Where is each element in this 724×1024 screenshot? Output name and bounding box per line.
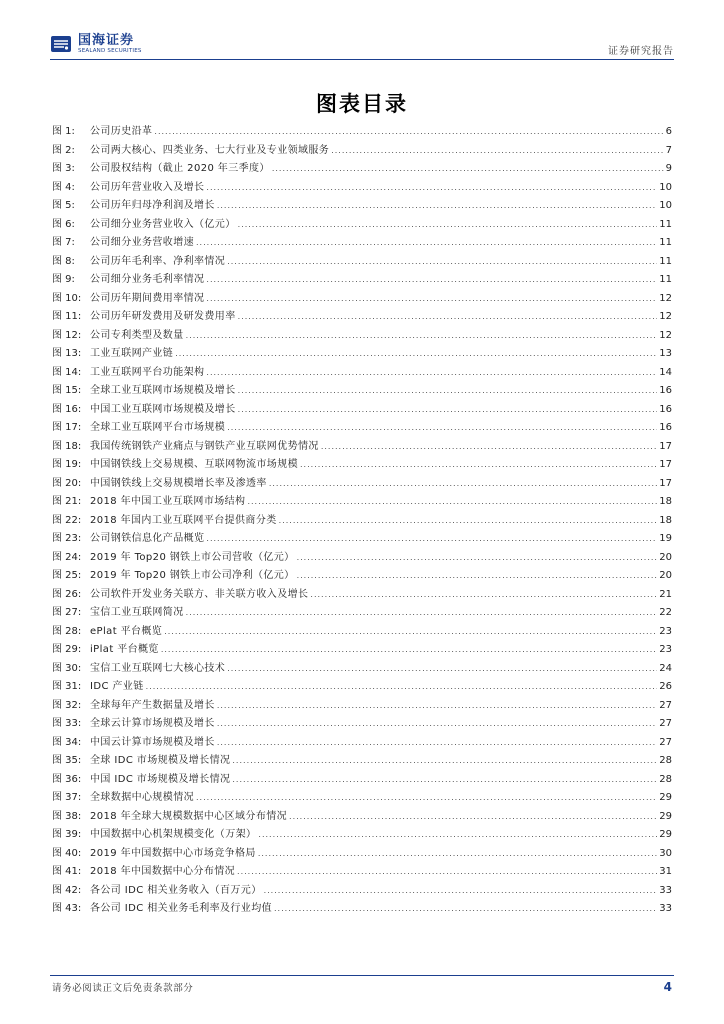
toc-leader-dots xyxy=(321,442,657,451)
toc-entry-page[interactable]: 9 xyxy=(665,163,672,174)
toc-leader-dots xyxy=(272,164,664,173)
toc-entry[interactable] xyxy=(52,196,672,215)
toc-entry-label: 图 23: xyxy=(52,533,82,544)
toc-entry-title[interactable]: 我国传统钢铁产业痛点与钢铁产业互联网优势情况 xyxy=(90,440,319,452)
toc-entry-page[interactable]: 17 xyxy=(659,477,672,489)
toc-entry-label: 图 42: xyxy=(52,884,82,896)
toc-entry-title[interactable]: 2018 年中国工业互联网市场结构 xyxy=(90,496,246,507)
toc-entry-page[interactable]: 33 xyxy=(659,903,672,914)
toc-entry[interactable] xyxy=(52,788,672,807)
toc-entry-label: 图 31: xyxy=(52,681,82,692)
toc-entry[interactable] xyxy=(52,566,672,585)
toc-leader-dots xyxy=(227,257,657,266)
toc-entry-title[interactable]: 公司历史沿革 xyxy=(90,126,153,137)
toc-entry-page[interactable]: 19 xyxy=(659,533,672,544)
toc-leader-dots xyxy=(237,867,657,876)
toc-entry-page[interactable]: 10 xyxy=(659,200,672,211)
toc-entry-label: 图 35: xyxy=(52,755,82,766)
toc-entry-page[interactable]: 11 xyxy=(659,274,672,285)
toc-entry[interactable] xyxy=(52,363,672,382)
toc-leader-dots xyxy=(238,386,658,395)
toc-entry-page[interactable]: 11 xyxy=(659,237,672,248)
toc-entry-title[interactable]: 全球工业互联网市场规模及增长 xyxy=(90,385,236,396)
toc-entry-title[interactable]: 公司软件开发业务关联方、非关联方收入及增长 xyxy=(90,588,309,600)
toc-leader-dots xyxy=(206,534,657,543)
toc-leader-dots xyxy=(227,423,657,432)
header-divider xyxy=(50,59,674,60)
toc-leader-dots xyxy=(258,830,657,839)
toc-leader-dots xyxy=(289,812,657,821)
toc-leader-dots xyxy=(154,127,663,136)
toc-leader-dots xyxy=(206,183,657,192)
toc-entry-page[interactable]: 11 xyxy=(659,218,672,230)
toc-entry-title[interactable]: 中国数据中心机架规模变化（万架） xyxy=(90,829,257,840)
toc-entry-title[interactable]: 2019 年中国数据中心市场竞争格局 xyxy=(90,847,256,859)
toc-entry[interactable] xyxy=(52,677,672,696)
toc-entry-page[interactable]: 12 xyxy=(659,292,672,304)
toc-entry-title[interactable]: ePlat 平台概览 xyxy=(90,625,163,637)
toc-entry-title[interactable]: 2018 年中国数据中心分布情况 xyxy=(90,866,236,877)
toc-entry-page[interactable]: 17 xyxy=(659,459,672,470)
toc-leader-dots xyxy=(206,368,657,377)
toc-entry-label: 图 4: xyxy=(52,181,75,193)
toc-entry-page[interactable]: 6 xyxy=(665,126,672,137)
toc-entry-label: 图 39: xyxy=(52,829,82,840)
page-number: 4 xyxy=(663,980,672,994)
toc-entry[interactable] xyxy=(52,289,672,308)
toc-entry-page[interactable]: 13 xyxy=(659,348,672,359)
toc-leader-dots xyxy=(206,275,657,284)
toc-leader-dots xyxy=(232,756,657,765)
toc-entry[interactable] xyxy=(52,585,672,604)
toc-entry-page[interactable]: 20 xyxy=(659,570,672,581)
toc-entry-page[interactable]: 7 xyxy=(665,144,672,156)
toc-entry-title[interactable]: 公司细分业务毛利率情况 xyxy=(90,274,205,285)
toc-entry-page[interactable]: 28 xyxy=(659,773,672,785)
toc-entry-label: 图 9: xyxy=(52,274,75,285)
toc-entry-title[interactable]: 公司历年研发费用及研发费用率 xyxy=(90,311,236,322)
toc-leader-dots xyxy=(217,738,657,747)
toc-entry[interactable] xyxy=(52,215,672,234)
toc-entry-label: 图 18: xyxy=(52,440,82,452)
company-logo xyxy=(50,30,142,58)
figure-table-of-contents xyxy=(52,122,672,918)
toc-leader-dots xyxy=(247,497,657,506)
toc-entry-title[interactable]: 中国云计算市场规模及增长 xyxy=(90,736,215,748)
toc-entry-label: 图 21: xyxy=(52,496,82,507)
toc-entry-title[interactable]: 公司细分业务营业收入（亿元） xyxy=(90,218,236,230)
toc-entry-title[interactable]: 宝信工业互联网七大核心技术 xyxy=(90,662,226,674)
toc-entry[interactable] xyxy=(52,307,672,326)
toc-entry-label: 图 32: xyxy=(52,699,82,711)
toc-entry[interactable] xyxy=(52,122,672,141)
toc-entry-label: 图 15: xyxy=(52,385,82,396)
toc-entry-page[interactable]: 33 xyxy=(659,884,672,896)
toc-entry[interactable] xyxy=(52,326,672,345)
toc-entry[interactable] xyxy=(52,733,672,752)
toc-entry-page[interactable]: 21 xyxy=(659,588,672,600)
toc-entry[interactable] xyxy=(52,233,672,252)
toc-entry-title[interactable]: 中国钢铁线上交易规模增长率及渗透率 xyxy=(90,477,267,489)
toc-leader-dots xyxy=(279,516,658,525)
toc-entry[interactable] xyxy=(52,437,672,456)
toc-entry-title[interactable]: 公司专利类型及数量 xyxy=(90,329,184,341)
toc-entry[interactable] xyxy=(52,770,672,789)
toc-entry-title[interactable]: 中国钢铁线上交易规模、互联网物流市场规模 xyxy=(90,459,298,470)
toc-entry-title[interactable]: 中国工业互联网市场规模及增长 xyxy=(90,403,236,415)
toc-entry[interactable] xyxy=(52,751,672,770)
toc-leader-dots xyxy=(310,590,657,599)
logo-chinese-name: 国海证券 xyxy=(78,32,135,48)
toc-leader-dots xyxy=(161,645,657,654)
toc-entry-page[interactable]: 23 xyxy=(659,644,672,655)
toc-entry-label: 图 6: xyxy=(52,218,75,230)
toc-leader-dots xyxy=(269,479,657,488)
footer-disclaimer: 请务必阅读正文后免责条款部分 xyxy=(52,983,194,994)
toc-entry[interactable] xyxy=(52,548,672,567)
toc-entry-label: 图 28: xyxy=(52,625,82,637)
toc-entry[interactable] xyxy=(52,529,672,548)
toc-leader-dots xyxy=(274,904,657,913)
toc-entry-page[interactable]: 29 xyxy=(659,810,672,822)
toc-entry[interactable] xyxy=(52,492,672,511)
toc-entry[interactable] xyxy=(52,622,672,641)
toc-entry-label: 图 19: xyxy=(52,459,82,470)
logo-english-name: SEALAND SECURITIES xyxy=(78,47,142,54)
toc-entry-label: 图 5: xyxy=(52,200,75,211)
toc-entry[interactable] xyxy=(52,881,672,900)
toc-entry-page[interactable]: 29 xyxy=(659,829,672,840)
toc-entry[interactable] xyxy=(52,696,672,715)
toc-entry-title[interactable]: 全球每年产生数据量及增长 xyxy=(90,699,215,711)
toc-entry-label: 图 36: xyxy=(52,773,82,785)
toc-entry-title[interactable]: 公司钢铁信息化产品概览 xyxy=(90,533,205,544)
toc-entry-label: 图 14: xyxy=(52,366,82,378)
toc-entry-title[interactable]: 2019 年 Top20 钢铁上市公司净利（亿元） xyxy=(90,570,295,581)
toc-leader-dots xyxy=(175,349,657,358)
toc-entry-page[interactable]: 20 xyxy=(659,551,672,563)
toc-entry-title[interactable]: 全球云计算市场规模及增长 xyxy=(90,718,215,729)
toc-entry[interactable] xyxy=(52,807,672,826)
toc-entry-page[interactable]: 27 xyxy=(659,736,672,748)
toc-entry-label: 图 22: xyxy=(52,514,82,526)
toc-entry-page[interactable]: 26 xyxy=(659,681,672,692)
toc-entry-label: 图 2: xyxy=(52,144,75,156)
toc-entry-title[interactable]: 公司细分业务营收增速 xyxy=(90,237,194,248)
toc-entry-page[interactable]: 14 xyxy=(659,366,672,378)
toc-entry-label: 图 13: xyxy=(52,348,82,359)
toc-entry[interactable] xyxy=(52,418,672,437)
toc-leader-dots xyxy=(258,849,657,858)
toc-leader-dots xyxy=(297,571,658,580)
toc-leader-dots xyxy=(217,719,657,728)
toc-entry-page[interactable]: 27 xyxy=(659,718,672,729)
toc-entry-title[interactable]: 宝信工业互联网简况 xyxy=(90,607,184,618)
toc-entry-title[interactable]: 全球工业互联网平台市场规模 xyxy=(90,422,226,433)
toc-entry[interactable] xyxy=(52,899,672,918)
toc-entry-title[interactable]: 工业互联网产业链 xyxy=(90,348,174,359)
toc-entry[interactable] xyxy=(52,400,672,419)
toc-entry-label: 图 12: xyxy=(52,329,82,341)
toc-entry-title[interactable]: 公司两大核心、四类业务、七大行业及专业领域服务 xyxy=(90,144,330,156)
toc-entry-label: 图 1: xyxy=(52,126,75,137)
toc-leader-dots xyxy=(238,220,658,229)
toc-entry-page[interactable]: 12 xyxy=(659,329,672,341)
toc-entry-page[interactable]: 30 xyxy=(659,847,672,859)
toc-leader-dots xyxy=(217,701,657,710)
toc-entry-label: 图 37: xyxy=(52,792,82,803)
toc-entry[interactable] xyxy=(52,344,672,363)
toc-entry-page[interactable]: 22 xyxy=(659,607,672,618)
toc-entry[interactable] xyxy=(52,455,672,474)
toc-entry[interactable] xyxy=(52,844,672,863)
toc-entry-label: 图 11: xyxy=(52,311,82,322)
toc-leader-dots xyxy=(186,331,658,340)
toc-entry-title[interactable]: 公司历年期间费用率情况 xyxy=(90,292,205,304)
toc-entry-page[interactable]: 16 xyxy=(659,403,672,415)
toc-entry-title[interactable]: 各公司 IDC 相关业务毛利率及行业均值 xyxy=(90,903,272,914)
toc-leader-dots xyxy=(297,553,658,562)
toc-entry[interactable] xyxy=(52,714,672,733)
toc-leader-dots xyxy=(146,682,658,691)
toc-entry-page[interactable]: 17 xyxy=(659,440,672,452)
toc-entry-title[interactable]: 2019 年 Top20 钢铁上市公司营收（亿元） xyxy=(90,551,295,563)
toc-leader-dots xyxy=(238,405,658,414)
toc-entry-page[interactable]: 31 xyxy=(659,866,672,877)
toc-entry-page[interactable]: 28 xyxy=(659,755,672,766)
toc-entry[interactable] xyxy=(52,474,672,493)
toc-leader-dots xyxy=(164,627,657,636)
toc-entry[interactable] xyxy=(52,603,672,622)
toc-entry-title[interactable]: 2018 年国内工业互联网平台提供商分类 xyxy=(90,514,277,526)
page-title: 图表目录 xyxy=(316,92,408,116)
toc-entry-title[interactable]: 公司历年毛利率、净利率情况 xyxy=(90,255,226,267)
footer-divider xyxy=(50,975,674,976)
toc-leader-dots xyxy=(232,775,657,784)
toc-entry[interactable] xyxy=(52,381,672,400)
toc-entry-title[interactable]: 中国 IDC 市场规模及增长情况 xyxy=(90,773,231,785)
toc-entry[interactable] xyxy=(52,141,672,160)
page-header xyxy=(50,30,674,60)
toc-entry[interactable] xyxy=(52,825,672,844)
toc-entry-label: 图 43: xyxy=(52,903,82,914)
toc-entry-label: 图 8: xyxy=(52,255,75,267)
toc-entry-label: 图 40: xyxy=(52,847,82,859)
toc-leader-dots xyxy=(186,608,658,617)
toc-entry-title[interactable]: 全球数据中心规模情况 xyxy=(90,792,194,803)
toc-leader-dots xyxy=(238,312,658,321)
toc-entry-title[interactable]: 2018 年全球大规模数据中心区域分布情况 xyxy=(90,810,288,822)
toc-entry-label: 图 29: xyxy=(52,644,82,655)
toc-entry-label: 图 17: xyxy=(52,422,82,433)
toc-leader-dots xyxy=(196,793,657,802)
toc-entry-page[interactable]: 12 xyxy=(659,311,672,322)
toc-entry-label: 图 25: xyxy=(52,570,82,581)
toc-entry[interactable] xyxy=(52,270,672,289)
toc-entry-label: 图 38: xyxy=(52,810,82,822)
toc-entry-label: 图 16: xyxy=(52,403,82,415)
toc-entry-label: 图 7: xyxy=(52,237,75,248)
sealand-logo-icon xyxy=(50,33,72,55)
toc-entry-label: 图 24: xyxy=(52,551,82,563)
toc-entry-title[interactable]: 公司历年营业收入及增长 xyxy=(90,181,205,193)
toc-entry-label: 图 26: xyxy=(52,588,82,600)
toc-leader-dots xyxy=(217,201,657,210)
toc-entry-label: 图 34: xyxy=(52,736,82,748)
toc-entry-page[interactable]: 18 xyxy=(659,514,672,526)
toc-entry-title[interactable]: 工业互联网平台功能架构 xyxy=(90,366,205,378)
toc-entry-page[interactable]: 10 xyxy=(659,181,672,193)
toc-entry-title[interactable]: IDC 产业链 xyxy=(90,681,144,692)
toc-entry-label: 图 33: xyxy=(52,718,82,729)
toc-entry-title[interactable]: iPlat 平台概览 xyxy=(90,644,159,655)
toc-entry-page[interactable]: 27 xyxy=(659,699,672,711)
toc-leader-dots xyxy=(206,294,657,303)
toc-entry-title[interactable]: 全球 IDC 市场规模及增长情况 xyxy=(90,755,231,766)
toc-entry-label: 图 30: xyxy=(52,662,82,674)
toc-leader-dots xyxy=(196,238,657,247)
toc-leader-dots xyxy=(227,664,657,673)
toc-entry[interactable] xyxy=(52,862,672,881)
toc-entry-label: 图 10: xyxy=(52,292,82,304)
toc-leader-dots xyxy=(264,886,658,895)
toc-leader-dots xyxy=(331,146,663,155)
toc-entry[interactable] xyxy=(52,252,672,271)
toc-entry-page[interactable]: 16 xyxy=(659,422,672,433)
toc-entry-page[interactable]: 29 xyxy=(659,792,672,803)
toc-entry-page[interactable]: 24 xyxy=(659,662,672,674)
toc-entry[interactable] xyxy=(52,659,672,678)
toc-leader-dots xyxy=(300,460,657,469)
toc-entry-page[interactable]: 16 xyxy=(659,385,672,396)
toc-entry-label: 图 3: xyxy=(52,163,75,174)
toc-entry-label: 图 27: xyxy=(52,607,82,618)
toc-entry[interactable] xyxy=(52,159,672,178)
toc-entry-page[interactable]: 18 xyxy=(659,496,672,507)
toc-entry[interactable] xyxy=(52,640,672,659)
report-type-label: 证券研究报告 xyxy=(608,46,674,57)
toc-entry[interactable] xyxy=(52,511,672,530)
toc-entry-title[interactable]: 公司历年归母净利润及增长 xyxy=(90,200,215,211)
toc-entry-page[interactable]: 11 xyxy=(659,255,672,267)
toc-entry-page[interactable]: 23 xyxy=(659,625,672,637)
toc-entry-title[interactable]: 各公司 IDC 相关业务收入（百万元） xyxy=(90,884,262,896)
toc-entry-label: 图 41: xyxy=(52,866,82,877)
toc-entry[interactable] xyxy=(52,178,672,197)
toc-entry-label: 图 20: xyxy=(52,477,82,489)
toc-entry-title[interactable]: 公司股权结构（截止 2020 年三季度） xyxy=(90,163,270,174)
